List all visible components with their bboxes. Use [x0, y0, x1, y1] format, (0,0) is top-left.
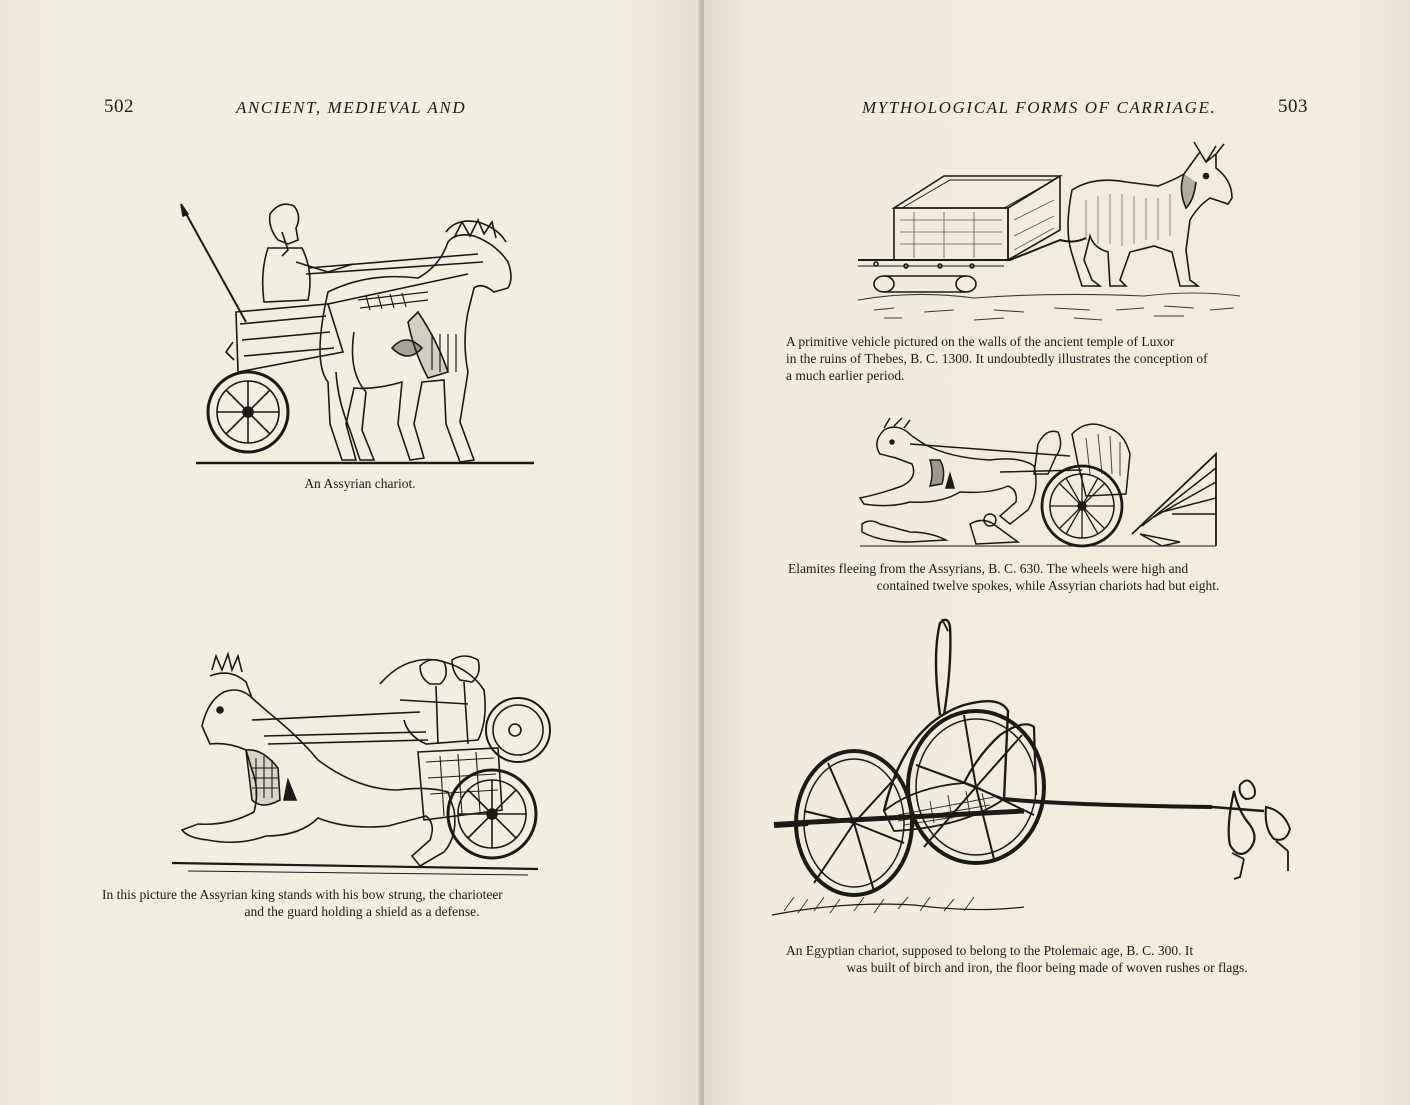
caption-primitive-vehicle-line1: A primitive vehicle pictured on the walls of the ancient temple of Luxor [786, 334, 1175, 349]
caption-assyrian-king-line1: In this picture the Assyrian king stands with his bow strung, the charioteer [102, 887, 503, 902]
elamites-fleeing-illustration [850, 414, 1220, 554]
caption-elamites-line2: contained twelve spokes, while Assyrian chariots had but eight. [876, 578, 1220, 593]
caption-assyrian-king-line2: and the guard holding a shield as a defense. [244, 904, 480, 919]
page-number-left: 502 [104, 96, 134, 117]
assyrian-king-bow-illustration [168, 640, 563, 880]
primitive-vehicle-illustration [854, 140, 1244, 330]
left-page [0, 0, 700, 1105]
assyrian-chariot-illustration [178, 192, 538, 467]
caption-elamites-line1: Elamites fleeing from the Assyrians, B. C. 630. The wheels were high and [788, 561, 1189, 576]
caption-assyrian-chariot: An Assyrian chariot. [304, 476, 416, 491]
right-page [704, 0, 1410, 1105]
caption-egyptian-line1: An Egyptian chariot, supposed to belong to the Ptolemaic age, B. C. 300. It [786, 943, 1194, 958]
page-number-right: 503 [1278, 96, 1308, 117]
running-head-right: MYTHOLOGICAL FORMS OF CARRIAGE. [862, 98, 1217, 117]
caption-primitive-vehicle-line3: a much earlier period. [786, 368, 905, 383]
caption-primitive-vehicle-line2: in the ruins of Thebes, B. C. 1300. It undoubtedly illustrates the conception of [786, 351, 1208, 366]
caption-egyptian-line2: was built of birch and iron, the floor being made of woven rushes or flags. [846, 960, 1248, 975]
running-head-left: ANCIENT, MEDIEVAL AND [236, 98, 467, 117]
egyptian-chariot-illustration [764, 615, 1314, 935]
